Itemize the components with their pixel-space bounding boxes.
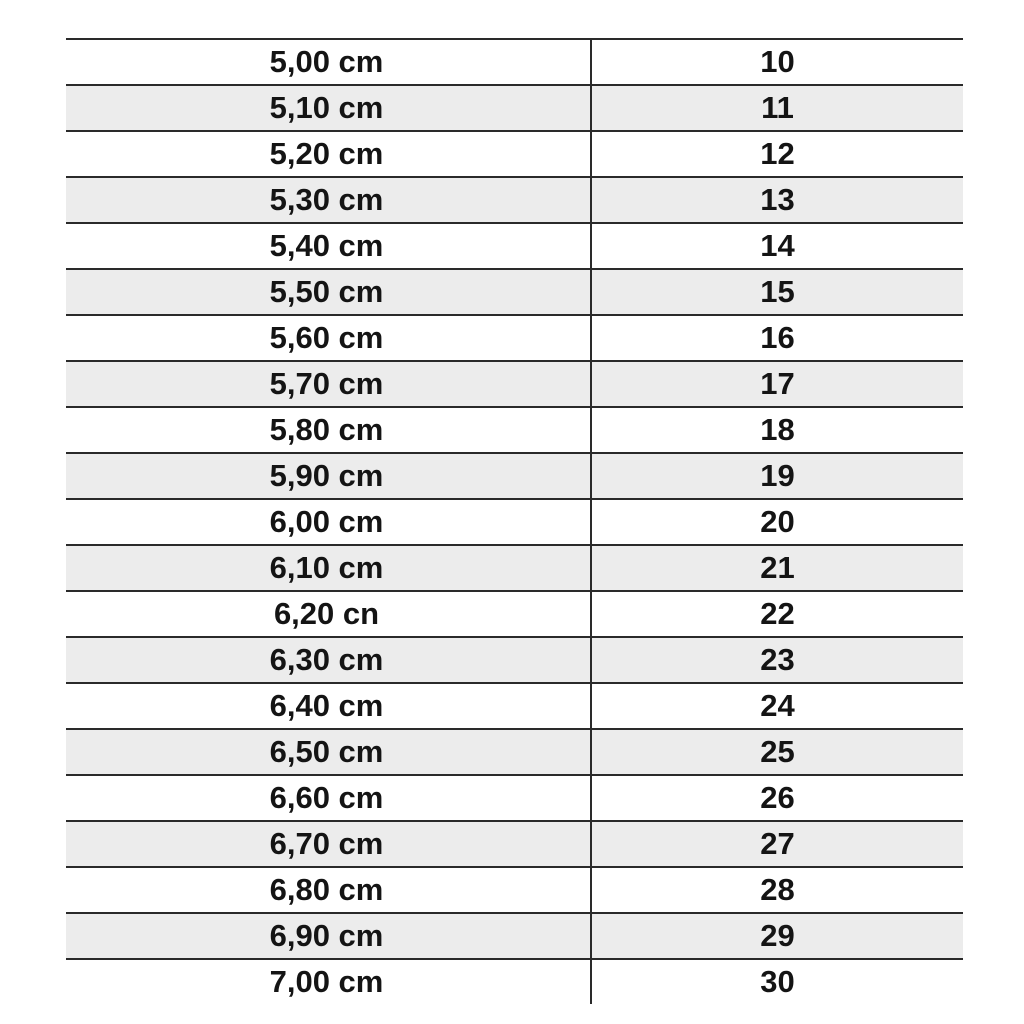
size-cell: 28 (591, 867, 963, 913)
size-conversion-table (66, 38, 963, 1004)
table-row (66, 545, 963, 591)
size-cell: 24 (591, 683, 963, 729)
size-cell: 27 (591, 821, 963, 867)
measure-cell: 5,20 cm (66, 131, 591, 177)
size-cell: 17 (591, 361, 963, 407)
measure-cell: 6,00 cm (66, 499, 591, 545)
measure-cell: 5,30 cm (66, 177, 591, 223)
table-row (66, 499, 963, 545)
table-row (66, 913, 963, 959)
measure-cell: 6,50 cm (66, 729, 591, 775)
table-row (66, 223, 963, 269)
table-row (66, 315, 963, 361)
measure-cell: 6,80 cm (66, 867, 591, 913)
measure-cell: 6,90 cm (66, 913, 591, 959)
measure-cell: 5,70 cm (66, 361, 591, 407)
size-cell: 19 (591, 453, 963, 499)
measure-cell: 5,50 cm (66, 269, 591, 315)
measure-cell: 5,80 cm (66, 407, 591, 453)
measure-cell: 6,70 cm (66, 821, 591, 867)
measure-cell: 6,30 cm (66, 637, 591, 683)
size-cell: 12 (591, 131, 963, 177)
measure-cell: 5,40 cm (66, 223, 591, 269)
measure-cell: 5,60 cm (66, 315, 591, 361)
size-cell: 20 (591, 499, 963, 545)
table-row (66, 85, 963, 131)
size-cell: 11 (591, 85, 963, 131)
measure-cell: 6,20 cn (66, 591, 591, 637)
size-cell: 14 (591, 223, 963, 269)
size-cell: 30 (591, 959, 963, 1004)
table-row (66, 131, 963, 177)
size-cell: 18 (591, 407, 963, 453)
table-row (66, 453, 963, 499)
size-cell: 26 (591, 775, 963, 821)
size-cell: 29 (591, 913, 963, 959)
measure-cell: 6,10 cm (66, 545, 591, 591)
measure-cell: 5,90 cm (66, 453, 591, 499)
measure-cell: 5,10 cm (66, 85, 591, 131)
size-cell: 15 (591, 269, 963, 315)
table-row (66, 683, 963, 729)
table-row (66, 269, 963, 315)
table-row (66, 407, 963, 453)
size-table-body (66, 39, 963, 1004)
measure-cell: 5,00 cm (66, 39, 591, 85)
measure-cell: 7,00 cm (66, 959, 591, 1004)
table-row (66, 729, 963, 775)
measure-cell: 6,60 cm (66, 775, 591, 821)
table-row (66, 775, 963, 821)
size-cell: 25 (591, 729, 963, 775)
table-row (66, 591, 963, 637)
table-row (66, 177, 963, 223)
table-row (66, 361, 963, 407)
table-row (66, 867, 963, 913)
table-row (66, 637, 963, 683)
table-row (66, 821, 963, 867)
size-cell: 16 (591, 315, 963, 361)
size-cell: 22 (591, 591, 963, 637)
table-row (66, 959, 963, 1004)
table-row (66, 39, 963, 85)
size-cell: 10 (591, 39, 963, 85)
size-cell: 23 (591, 637, 963, 683)
size-cell: 13 (591, 177, 963, 223)
size-cell: 21 (591, 545, 963, 591)
measure-cell: 6,40 cm (66, 683, 591, 729)
